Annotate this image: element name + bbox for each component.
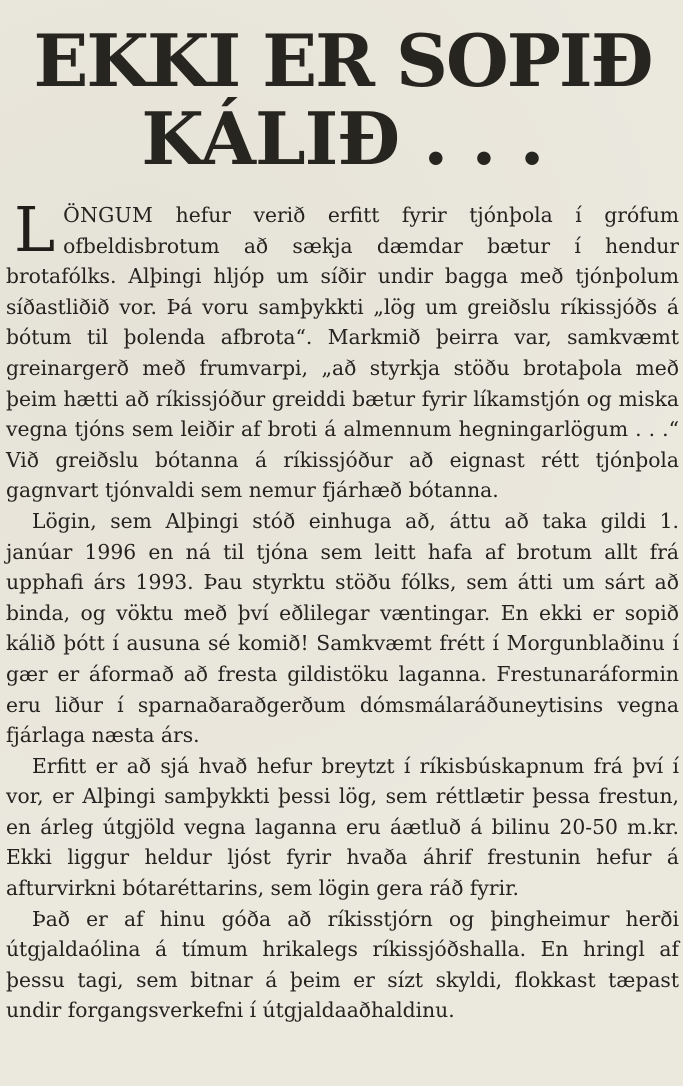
article-paragraph-3: Erfitt er að sjá hvað hefur breytzt í ríkisbúskapnum frá því í vor, er Alþingi samþykkti þessi lög, sem réttlætir þessa frestun, en árleg útgjöld vegna laganna eru áætluð á bilinu 20-50 m.kr. Ekki liggur heldur ljóst fyrir hvaða áhrif frestunin hefur á afturvirkni bótaréttarins, sem lögin gera ráð fyrir. (6, 753, 679, 901)
lead-word: ÖNGUM (63, 203, 154, 227)
paragraph-1-text: hefur verið erfitt fyrir tjónþola í grófum ofbeldisbrotum að sækja dæmdar bætur í hendur brotafólks. Alþingi hljóp um síðir undir bagga með tjónþolum síðastliðið vor. Þá voru samþykkti „lög um greiðslu ríkissjóðs á bótum til þolenda afbrota“. Markmið þeirra var, samkvæmt greinargerð með frumvarpi, „að styrkja stöðu brotaþola með þeim hætti að ríkissjóður greiddi bætur fyrir líkamstjón og miska vegna tjóns sem leiðir af broti á almennum hegningarlögum . . .“ Við greiðslu bótanna á ríkissjóður að eignast rétt tjónþola gagnvart tjónvaldi sem nemur fjárhæð bótanna. (6, 203, 679, 503)
article-paragraph-2: Lögin, sem Alþingi stóð einhuga að, áttu að taka gildi 1. janúar 1996 en ná til tjóna sem leitt hafa af brotum allt frá upphafi árs 1993. Þau styrktu stöðu fólks, sem átti um sárt að binda, og vöktu með því eðlilegar væntingar. En ekki er sopið kálið þótt í ausuna sé komið! Samkvæmt frétt í Morgunblaðinu í gær er áformað að fresta gildistöku laganna. Frestunaráformin eru liður í sparnaðaraðgerðum dómsmálaráðuneytisins vegna fjárlaga næsta árs. (6, 508, 679, 748)
headline-line-1: EKKI ER SOPIÐ (33, 18, 652, 103)
article-body (6, 193, 679, 1026)
article-paragraph-1 (6, 193, 679, 506)
article-paragraph-4: Það er af hinu góða að ríkisstjórn og þingheimur herði útgjaldaólina á tímum hrikalegs ríkissjóðshalla. En hringl af þessu tagi, sem bitnar á þeim er sízt skyldi, flokkast tæpast undir forgangsverkefni í útgjaldaaðhaldinu. (6, 906, 679, 1023)
headline (6, 18, 679, 181)
drop-cap: L (14, 193, 56, 266)
headline-line-2: KÁLIÐ . . . (141, 96, 544, 181)
